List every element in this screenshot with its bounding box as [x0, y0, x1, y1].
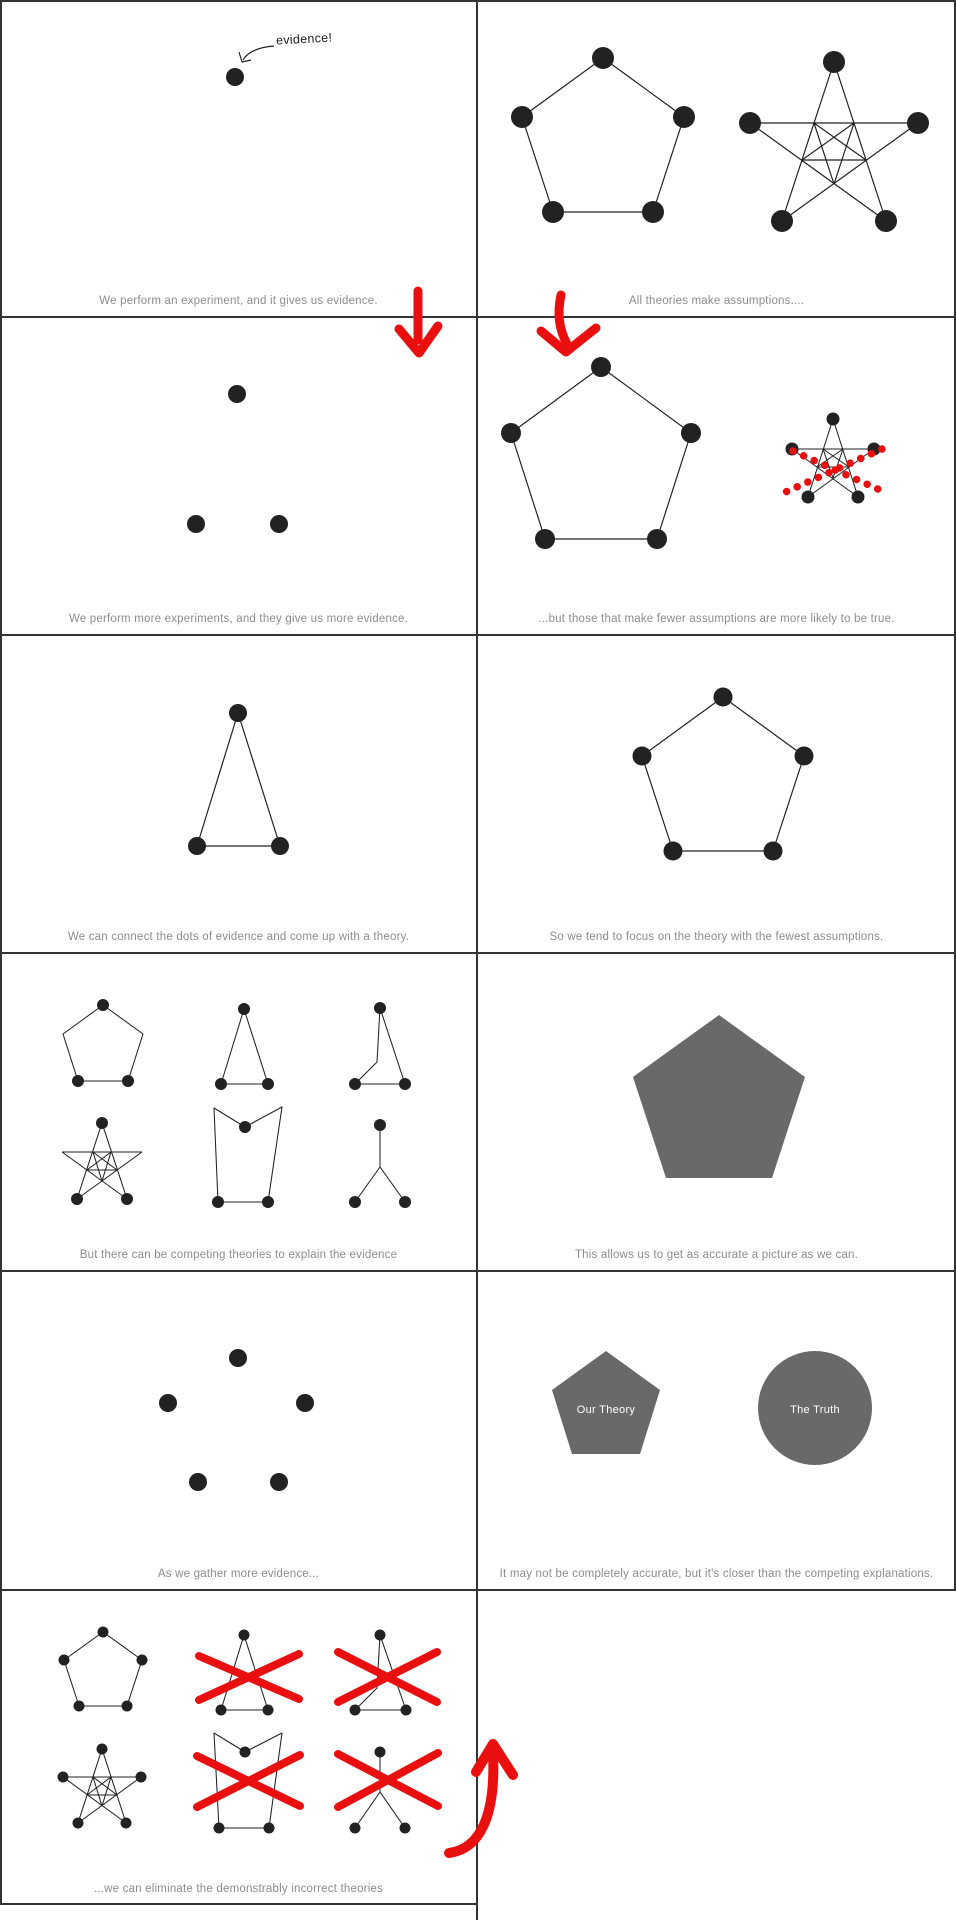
panel-experiment-evidence	[0, 0, 477, 317]
panel-6-graphic	[477, 635, 956, 953]
panel-7-graphic	[0, 953, 477, 1271]
tulip-theory-graph	[212, 1107, 282, 1208]
panel-fewer-assumptions	[477, 317, 956, 635]
red-dotted-cross-icon	[781, 449, 882, 494]
panel-gather-evidence	[0, 1271, 477, 1590]
panel-border	[0, 1903, 478, 1905]
evidence-dot	[187, 515, 205, 533]
pentagon-theory-graph	[63, 999, 143, 1087]
panel-fewest-assumptions	[477, 635, 956, 953]
y-theory-graph	[349, 1119, 411, 1208]
star-theory-graph	[62, 1117, 142, 1205]
panel-border	[0, 1589, 956, 1591]
red-cross-icon	[338, 1753, 438, 1807]
panel-caption: All theories make assumptions....	[628, 295, 805, 307]
evidence-dot	[228, 385, 246, 403]
panel-more-evidence	[0, 317, 477, 635]
panel-border	[0, 634, 956, 636]
evidence-dot	[189, 1473, 207, 1491]
panel-caption: So we tend to focus on the theory with the fewest assumptions.	[549, 931, 884, 943]
panel-caption: We perform more experiments, and they give us more evidence.	[68, 613, 409, 625]
pentagon-theory-graph	[633, 688, 814, 861]
panel-border	[0, 0, 2, 1905]
evidence-dot	[296, 1394, 314, 1412]
evidence-dot	[226, 68, 244, 86]
panel-border	[0, 952, 956, 954]
evidence-annotation: evidence!	[275, 30, 333, 48]
solid-pentagon-shape	[633, 1015, 805, 1178]
panel-caption: As we gather more evidence...	[157, 1568, 320, 1580]
star-theory-graph	[58, 1744, 147, 1829]
panel-border	[0, 316, 956, 318]
evidence-dot	[270, 1473, 288, 1491]
evidence-dot	[159, 1394, 177, 1412]
panel-border	[0, 1270, 956, 1272]
panel-4-graphic	[477, 317, 956, 635]
panel-caption: We perform an experiment, and it gives us evidence.	[99, 295, 378, 307]
red-cross-icon	[199, 1654, 299, 1700]
panel-caption: ...but those that make fewer assumptions are more likely to be true.	[538, 613, 895, 625]
star-theory-graph	[739, 51, 929, 232]
panel-caption: This allows us to get as accurate a picture as we can.	[574, 1249, 859, 1261]
pentagon-theory-graph	[59, 1627, 148, 1712]
zigzag-theory-graph	[349, 1002, 411, 1090]
red-cross-icon	[197, 1755, 300, 1807]
pentagon-theory-graph	[511, 47, 695, 223]
panel-8-graphic	[477, 953, 956, 1271]
panel-caption: ...we can eliminate the demonstrably incorrect theories	[93, 1883, 384, 1895]
panel-accurate-picture	[477, 953, 956, 1271]
panel-competing-theories	[0, 953, 477, 1271]
panel-theory-vs-truth	[477, 1271, 956, 1590]
panel-caption: We can connect the dots of evidence and come up with a theory.	[67, 931, 410, 943]
panel-9-graphic	[0, 1271, 477, 1590]
panel-eliminate-theories	[0, 1590, 477, 1905]
the-truth-label: The Truth	[790, 1404, 840, 1416]
triangle-theory-graph	[215, 1003, 274, 1090]
evidence-dot	[270, 515, 288, 533]
panel-caption: It may not be completely accurate, but it's closer than the competing explanations.	[499, 1568, 934, 1580]
red-cross-icon	[338, 1652, 437, 1702]
panel-border	[0, 0, 956, 2]
panel-5-graphic	[0, 635, 477, 953]
panel-1-graphic	[0, 0, 477, 317]
panel-10-graphic	[477, 1271, 956, 1590]
our-theory-label: Our Theory	[576, 1404, 636, 1416]
panel-3-graphic	[0, 317, 477, 635]
panel-caption: But there can be competing theories to explain the evidence	[79, 1249, 398, 1261]
our-theory-pentagon	[552, 1351, 660, 1454]
evidence-dot	[229, 1349, 247, 1367]
star-theory-graph	[786, 413, 881, 504]
annotation-arrow-icon	[239, 46, 274, 62]
panel-11-graphic	[0, 1590, 477, 1905]
panel-theories-assumptions	[477, 0, 956, 317]
panel-2-graphic	[477, 0, 956, 317]
pentagon-theory-graph	[501, 357, 701, 549]
panel-border	[476, 0, 478, 1920]
panel-connect-dots	[0, 635, 477, 953]
triangle-theory-graph	[188, 704, 289, 855]
